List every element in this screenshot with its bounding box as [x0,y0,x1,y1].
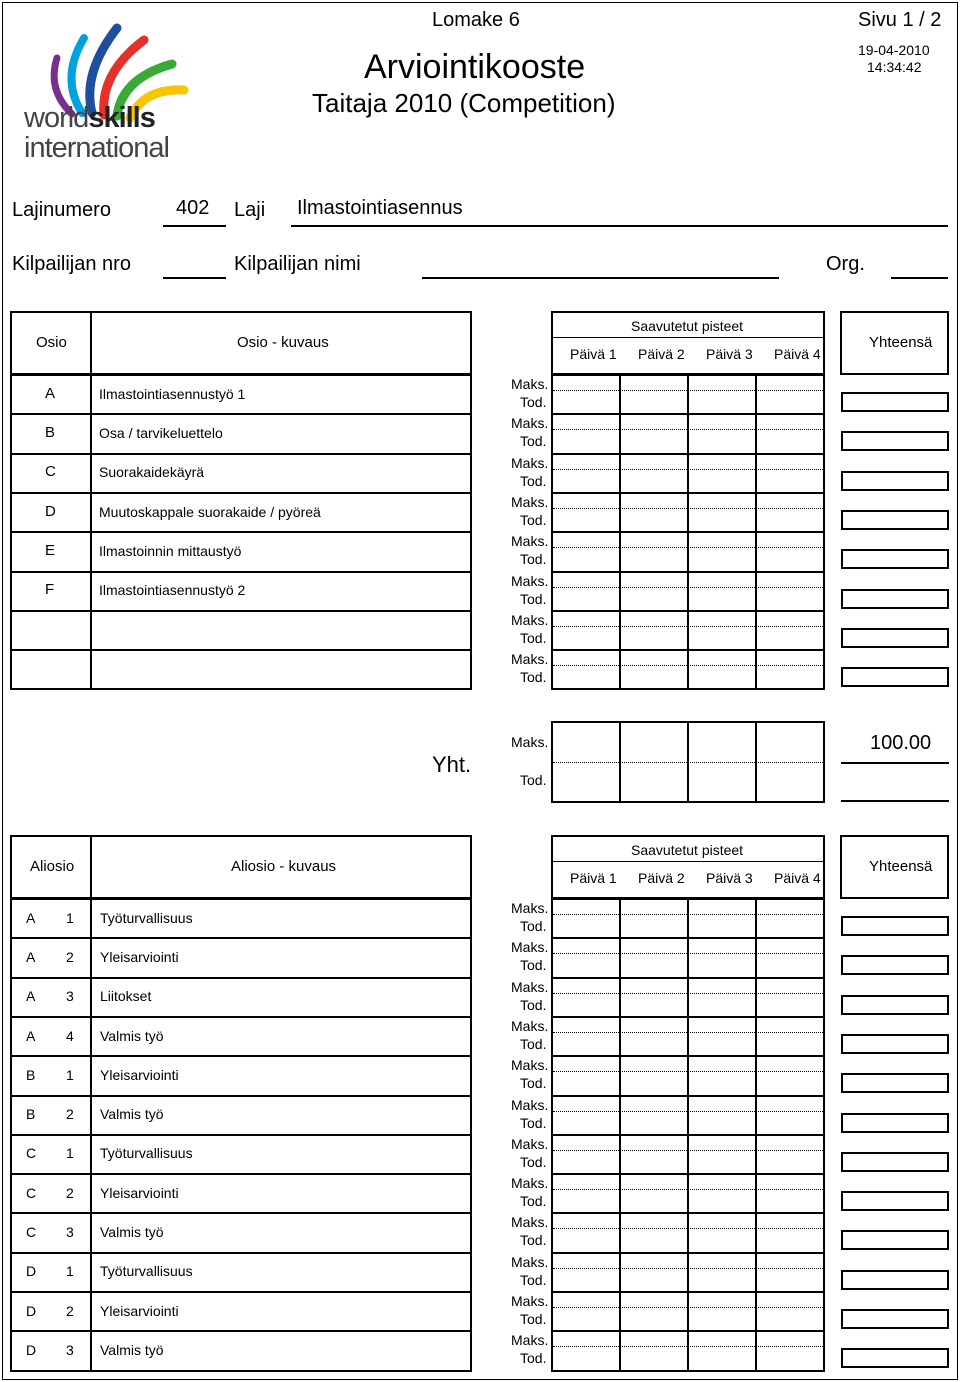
kilpailija-nimi-field[interactable] [422,277,779,279]
row-code: D [26,1263,37,1280]
score-row-divider [551,413,825,415]
table-row [10,977,472,1016]
lajinumero-label: Lajinumero [12,199,111,221]
maks-dotted-line [553,1268,823,1269]
yht-maks-underline [841,762,949,764]
yhteensa-label: Yhteensä [869,334,933,351]
page-subtitle: Taitaja 2010 (Competition) [312,88,616,118]
day-label-4: Päivä 4 [774,870,821,886]
score-row-divider [551,531,825,533]
row-total-field[interactable] [841,916,949,936]
maks-dotted-line [553,665,823,666]
row-total-field[interactable] [841,431,949,451]
tod-label: Tod. [520,669,547,686]
tod-label: Tod. [520,1350,547,1367]
maks-label: Maks. [511,1332,549,1349]
score-row-divider [551,1134,825,1136]
table-row [10,413,472,452]
tod-label: Tod. [520,1193,547,1210]
print-date: 19-04-2010 [858,42,930,58]
tod-label: Tod. [520,551,547,568]
row-desc: Suorakaidekäyrä [99,464,205,481]
score-row-divider [551,1330,825,1332]
tod-label: Tod. [520,1035,547,1052]
row-desc: Osa / tarvikeluettelo [99,424,223,441]
maks-dotted-line [553,914,823,915]
table-row [10,649,472,688]
tod-label: Tod. [520,1114,547,1131]
row-code: D [26,1341,37,1358]
row-num: 1 [66,1263,74,1280]
yht-label: Yht. [432,752,472,777]
row-num: 2 [66,1106,74,1123]
scores-header-divider [552,337,824,338]
score-row-divider [551,453,825,455]
maks-dotted-line [553,1189,823,1190]
yht-dotted-line [553,762,823,763]
maks-label: Maks. [511,376,549,392]
day-label-1: Päivä 1 [570,870,617,886]
score-row-divider [551,649,825,651]
maks-dotted-line [553,429,823,430]
sheet-label: Lomake 6 [432,9,520,31]
row-total-field[interactable] [841,1191,949,1211]
row-num: 3 [66,988,74,1005]
maks-label: Maks. [511,1253,549,1270]
tod-label: Tod. [520,590,547,607]
score-row-divider [551,977,825,979]
table-row [10,1095,472,1134]
tod-label: Tod. [520,1232,547,1249]
score-row-divider [551,1095,825,1097]
yht-maks-label: Maks. [511,734,549,750]
score-row-divider [551,1055,825,1057]
laji-underline [291,225,948,227]
row-code: B [26,1106,36,1123]
yht-tod-label: Tod. [520,772,547,788]
maks-label: Maks. [511,651,549,668]
tod-label: Tod. [520,1271,547,1288]
row-desc: Valmis työ [100,1106,164,1123]
maks-dotted-line [553,1032,823,1033]
row-code: C [26,1145,37,1162]
logo-text-skills: skills [88,102,155,134]
maks-label: Maks. [511,1175,549,1192]
row-num: 1 [66,909,74,926]
maks-label: Maks. [511,1293,549,1309]
logo-text-world: world [24,102,89,134]
row-total-field[interactable] [841,628,949,648]
row-total-field[interactable] [841,549,949,569]
row-total-field[interactable] [841,995,949,1015]
table-row [10,492,472,531]
header-desc-label: Aliosio - kuvaus [231,858,337,875]
tod-label: Tod. [520,1153,547,1170]
maks-label: Maks. [511,900,549,916]
maks-dotted-line [553,587,823,588]
table-row [10,1173,472,1212]
kilpailija-nimi-label: Kilpailijan nimi [234,253,361,275]
row-desc: Liitokset [100,988,152,1005]
header-code-label: Osio [36,334,67,351]
score-row-divider [551,1252,825,1254]
table-row [10,898,472,937]
maks-dotted-line [553,1150,823,1151]
table-row [10,610,472,649]
tod-label: Tod. [520,996,547,1013]
row-code: A [26,1027,36,1044]
maks-label: Maks. [511,1017,549,1034]
score-row-divider [551,1291,825,1293]
maks-label: Maks. [511,1135,549,1152]
row-code: D [26,1302,37,1319]
row-num: 2 [66,1184,74,1201]
table-row [10,1016,472,1055]
table-row [10,937,472,976]
maks-dotted-line [553,953,823,954]
header-code-label: Aliosio [30,858,75,875]
table-row [10,1291,472,1330]
row-code: A [45,384,56,402]
row-total-field[interactable] [841,667,949,687]
kilpailija-nro-label: Kilpailijan nro [12,253,131,275]
org-label: Org. [826,253,865,275]
maks-dotted-line [553,1071,823,1072]
row-code: B [26,1066,36,1083]
row-total-field[interactable] [841,1230,949,1250]
row-total-field[interactable] [841,392,949,412]
day-label-3: Päivä 3 [706,346,753,362]
day-label-1: Päivä 1 [570,346,617,362]
row-num: 3 [66,1224,74,1241]
org-field[interactable] [891,277,948,279]
tod-label: Tod. [520,394,547,410]
header-desc-label: Osio - kuvaus [237,334,329,351]
maks-label: Maks. [511,978,549,995]
tod-label: Tod. [520,1075,547,1092]
tod-label: Tod. [520,1311,547,1327]
row-desc: Yleisarviointi [100,948,179,965]
maks-dotted-line [553,1228,823,1229]
laji-value: Ilmastointiasennus [297,197,463,219]
row-code: F [45,581,55,599]
tod-label: Tod. [520,918,547,934]
tod-label: Tod. [520,472,547,489]
row-desc: Yleisarviointi [100,1066,179,1083]
row-desc: Muutoskappale suorakaide / pyöreä [99,503,321,520]
row-code: A [26,988,36,1005]
maks-label: Maks. [511,1057,549,1074]
row-num: 3 [66,1341,74,1358]
page-title: Arviointikooste [364,48,586,86]
row-desc: Yleisarviointi [100,1184,179,1201]
maks-label: Maks. [511,572,549,589]
kilpailija-nro-field[interactable] [163,277,226,279]
row-code: C [26,1184,37,1201]
scores-header-divider [552,861,824,862]
score-row-divider [551,492,825,494]
maks-dotted-line [553,390,823,391]
maks-label: Maks. [511,454,549,471]
score-row-divider [551,1173,825,1175]
row-desc: Valmis työ [100,1341,164,1358]
table-row [10,1252,472,1291]
table-row [10,453,472,492]
print-time: 14:34:42 [867,59,922,75]
day-label-3: Päivä 3 [706,870,753,886]
row-code: E [45,541,56,559]
table-row [10,1134,472,1173]
maks-label: Maks. [511,1096,549,1113]
maks-label: Maks. [511,611,549,628]
lajinumero-underline [163,225,226,227]
day-label-2: Päivä 2 [638,870,685,886]
page-number: Sivu 1 / 2 [858,9,942,31]
maks-label: Maks. [511,493,549,510]
maks-label: Maks. [511,533,549,550]
row-num: 4 [66,1027,74,1044]
row-desc: Työturvallisuus [100,1263,193,1280]
maks-dotted-line [553,508,823,509]
maks-dotted-line [553,1111,823,1112]
row-desc: Valmis työ [100,1027,164,1044]
row-total-field[interactable] [841,1270,949,1290]
laji-label: Laji [234,199,266,221]
maks-label: Maks. [511,415,549,432]
saavutetut-label: Saavutetut pisteet [631,842,744,858]
row-total-field[interactable] [841,1309,949,1329]
row-total-field[interactable] [841,1034,949,1054]
maks-label: Maks. [511,939,549,956]
row-code: D [45,502,56,520]
row-desc: Yleisarviointi [100,1302,179,1319]
maks-dotted-line [553,547,823,548]
tod-label: Tod. [520,511,547,528]
maks-dotted-line [553,1346,823,1347]
row-total-field[interactable] [841,955,949,975]
row-code: C [45,463,56,481]
table-row [10,1055,472,1094]
row-code: C [26,1224,37,1241]
row-desc: Työturvallisuus [100,909,193,926]
row-num: 1 [66,1066,74,1083]
tod-label: Tod. [520,629,547,646]
row-num: 2 [66,948,74,965]
score-row-divider [551,1016,825,1018]
row-total-field[interactable] [841,1152,949,1172]
row-num: 2 [66,1302,74,1319]
row-code: B [45,423,56,441]
row-total-field[interactable] [841,510,949,530]
row-code: A [26,948,36,965]
row-num: 1 [66,1145,74,1162]
yht-maks-value: 100.00 [870,732,932,754]
row-total-field[interactable] [841,1073,949,1093]
row-total-field[interactable] [841,1348,949,1368]
maks-dotted-line [553,469,823,470]
tod-label: Tod. [520,433,547,450]
yht-tod-underline[interactable] [841,800,949,802]
score-row-divider [551,1212,825,1214]
table-row [10,531,472,570]
maks-dotted-line [553,1307,823,1308]
row-desc: Ilmastointiasennustyö 2 [99,582,246,599]
maks-label: Maks. [511,1214,549,1231]
score-row-divider [551,937,825,939]
row-desc: Valmis työ [100,1224,164,1241]
row-total-field[interactable] [841,589,949,609]
row-total-field[interactable] [841,471,949,491]
maks-dotted-line [553,993,823,994]
table-row [10,374,472,413]
day-label-2: Päivä 2 [638,346,685,362]
lajinumero-value: 402 [176,197,210,219]
logo-text-international: international [24,132,169,164]
table-row [10,1212,472,1251]
table-row [10,1330,472,1369]
worldskills-logo [22,18,192,166]
row-code: A [26,909,36,926]
table-row [10,571,472,610]
row-desc: Työturvallisuus [100,1145,193,1162]
yhteensa-label: Yhteensä [869,858,933,875]
row-desc: Ilmastointiasennustyö 1 [99,385,246,402]
score-row-divider [551,610,825,612]
saavutetut-label: Saavutetut pisteet [631,318,744,334]
maks-dotted-line [553,626,823,627]
day-label-4: Päivä 4 [774,346,821,362]
score-row-divider [551,571,825,573]
row-total-field[interactable] [841,1113,949,1133]
row-desc: Ilmastoinnin mittaustyö [99,542,242,559]
tod-label: Tod. [520,957,547,974]
